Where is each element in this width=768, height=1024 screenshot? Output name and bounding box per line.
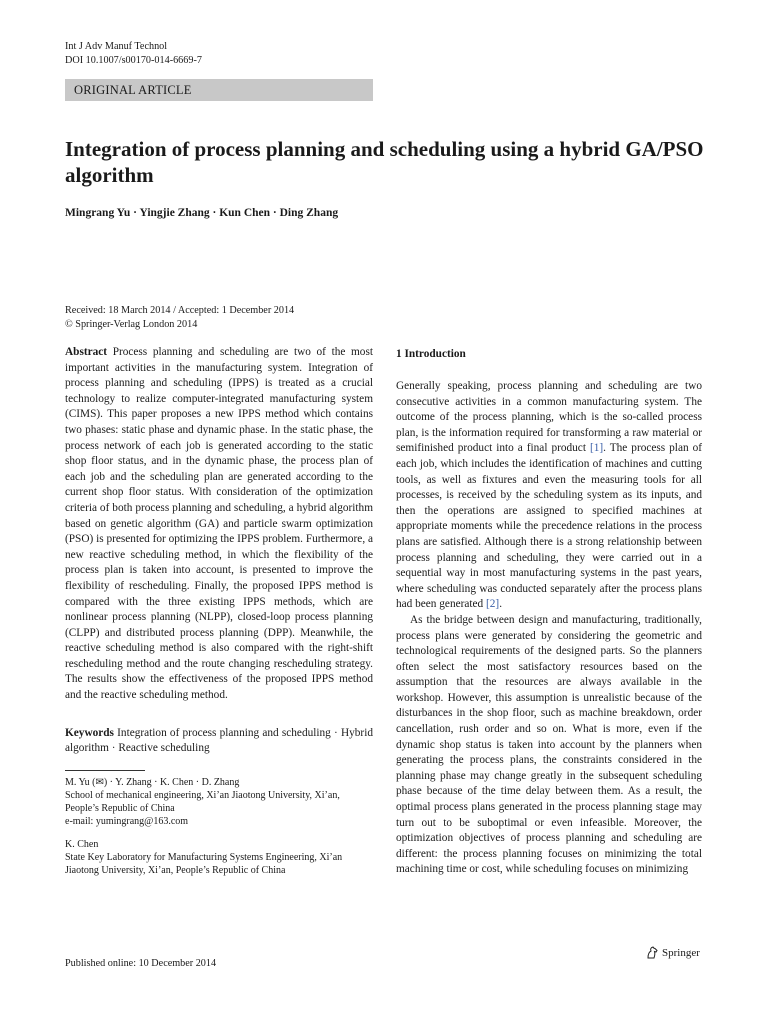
- article-dates: [65, 304, 294, 332]
- copyright: © Springer-Verlag London 2014: [65, 319, 198, 330]
- intro-paragraph-1: [396, 379, 702, 613]
- abstract: [65, 345, 373, 704]
- affiliation-2-names: K. Chen: [65, 838, 99, 850]
- footnote-separator: [65, 770, 145, 771]
- intro-p1-c: .: [499, 598, 503, 611]
- author-list: Mingrang Yu · Yingjie Zhang · Kun Chen · Ding Zhang: [65, 207, 339, 219]
- affiliation-1-names: M. Yu (✉) · Y. Zhang · K. Chen · D. Zhang: [65, 776, 240, 788]
- left-column: [65, 345, 373, 877]
- springer-horse-icon: [646, 946, 659, 959]
- affiliation-1-email[interactable]: e-mail: yumingrang@163.com: [65, 816, 189, 828]
- affiliation-2-address: State Key Laboratory for Manufacturing Systems Engineering, Xi’an Jiaotong University, Xi’an, People’s Republic of China: [65, 851, 343, 877]
- section-heading-introduction: 1 Introduction: [396, 348, 466, 360]
- right-column: [396, 345, 702, 878]
- journal-header: [65, 40, 202, 68]
- keywords-text: Integration of process planning and scheduling · Hybrid algorithm · Reactive scheduling: [65, 726, 373, 755]
- journal-name: Int J Adv Manuf Technol: [65, 41, 168, 52]
- published-online: Published online: 10 December 2014: [65, 958, 217, 969]
- article-type-banner: ORIGINAL ARTICLE: [65, 79, 373, 101]
- affiliation-1: [65, 776, 373, 829]
- intro-p1-a: Generally speaking, process planning and scheduling are two consecutive activities in a common manufacturing system. The outcome of the process planning, which is the so-called process plan, is the information required for transforming a raw material or semifinished product into a final product: [396, 380, 702, 455]
- received-accepted: Received: 18 March 2014 / Accepted: 1 December 2014: [65, 305, 295, 316]
- affiliation-2: [65, 838, 373, 878]
- abstract-label: Abstract: [65, 346, 108, 358]
- keywords: [65, 726, 373, 757]
- keywords-label: Keywords: [65, 726, 114, 739]
- paper-title: Integration of process planning and scheduling using a hybrid GA/PSO algorithm: [65, 137, 704, 187]
- publisher-name: Springer: [662, 946, 700, 959]
- publisher-logo: [646, 946, 700, 959]
- doi[interactable]: DOI 10.1007/s00170-014-6669-7: [65, 55, 202, 66]
- citation-2[interactable]: [2]: [486, 598, 500, 611]
- intro-paragraph-2: As the bridge between design and manufacturing, traditionally, process plans were generated by considering the geometric and technological requirements of the designed parts. So the planners often select the most satisfactory resources based on the assumption that the resources are always available in the workshop. However, this assumption is unrealistic because of the disturbances in the shop floor, such as machine breakdown, order cancellation, rush order and so on. What is more, even if the dynamic shop status is taken into account by the planners when generating the process plans, the constraints considered in the planning phase may change greatly in the subsequent scheduling phase because of the time delay between them. As a result, the optimal process plans generated in the process planning stage may turn out to be suboptimal or even infeasible. Moreover, the optimization objectives of process planning and scheduling are different: the process planning focuses on minimizing the total machining time or cost, while scheduling focuses on minimizing: [396, 613, 702, 876]
- citation-1[interactable]: [1]: [589, 442, 604, 455]
- intro-p1-b: . The process plan of each job, which includes the identification of machines and cutting tools, as well as fixtures and even the measuring tools for all processes, is received by the scheduling system as its inputs, and then the operations are assigned to specified machines at appropriate moments while the precedence relations in the process plans are satisfied. Although there is a strong relationship between process planning and scheduling, they were carried out in a sequential way in most manufacturing systems in the past years, where scheduling was conducted separately after the process plans had been generated: [396, 442, 702, 611]
- affiliation-1-address: School of mechanical engineering, Xi’an Jiaotong University, Xi’an, People’s Republic of China: [65, 790, 340, 815]
- abstract-text: Process planning and scheduling are two of the most important activities in the manufacturing system. Integration of process planning and scheduling (IPPS) is treated as a crucial technology to realize computer-integrated manufacturing system (CIMS). This paper proposes a new IPPS method which contains two phases: static phase and dynamic phase. In the static phase, the process network of each job is generated according to the static shop floor status, and in the dynamic phase, the process plan of each job and the scheduling plan are generated according to the current shop floor status. With consideration of the optimization criteria of both process planning and scheduling, a hybrid algorithm based on genetic algorithm (GA) and particle swarm optimization (PSO) is presented for optimizing the IPPS problem. Furthermore, a new reactive scheduling method, in which the flexibility of the process plan is taken into account, is presented to improve the flexibility of rescheduling. Finally, the proposed IPPS method is compared with the three existing IPPS methods, which are nonlinear process planning (NLPP), closed-loop process planning (CLPP) and distributed process planning (DPP). Meanwhile, the reactive scheduling method is also compared with the right-shift rescheduling method and the route changing rescheduling strategy. The results show the effectiveness of the proposed IPPS method and the reactive scheduling method.: [65, 346, 373, 702]
